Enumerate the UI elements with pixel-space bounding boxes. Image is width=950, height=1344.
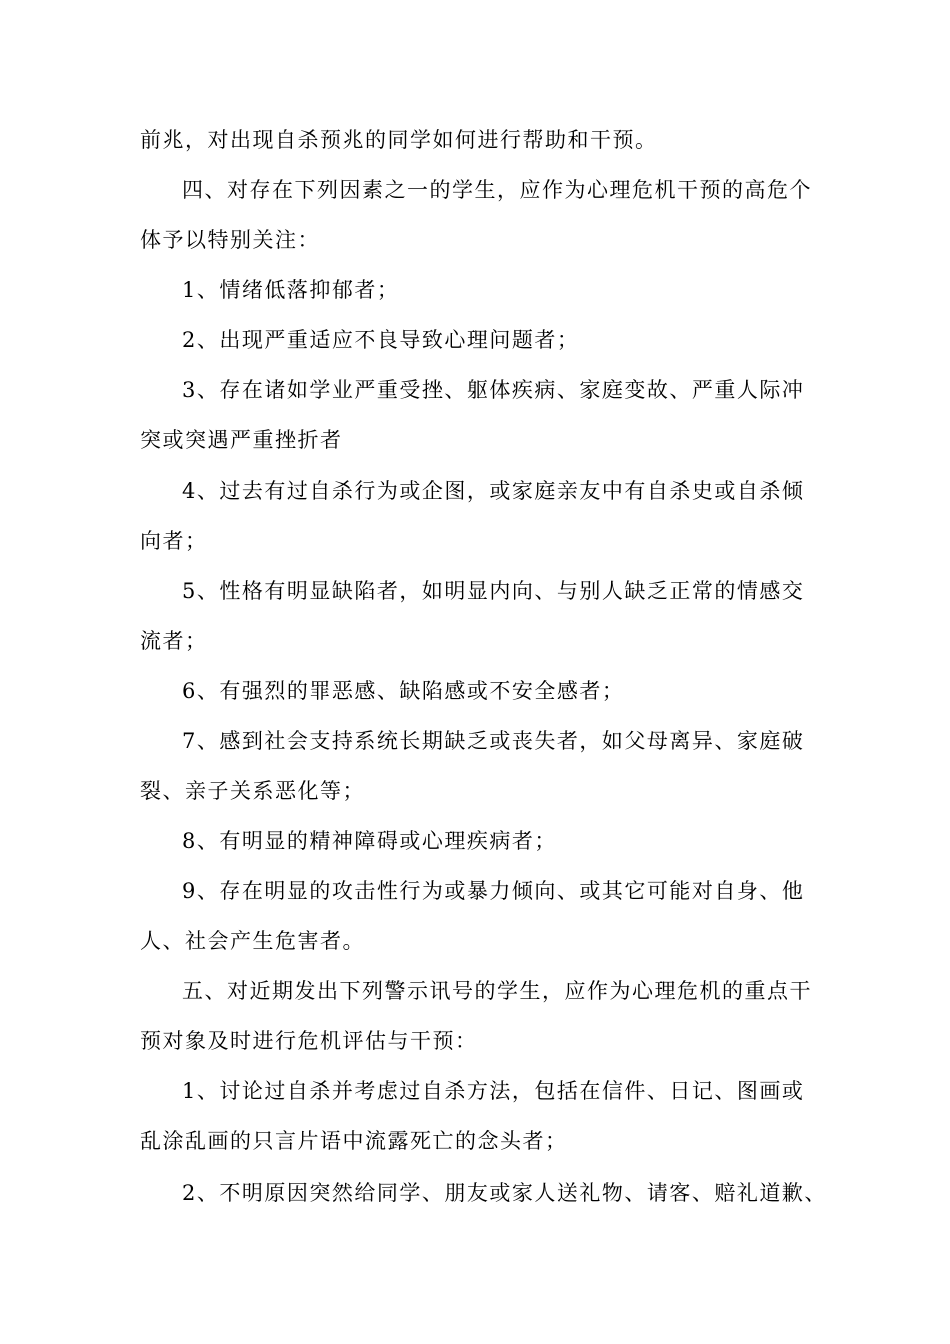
text-line: 裂、亲子关系恶化等； [140, 779, 365, 803]
section-heading-5: 五、对近期发出下列警示讯号的学生，应作为心理危机的重点干 [182, 979, 812, 1003]
list-item: 1、讨论过自杀并考虑过自杀方法，包括在信件、日记、图画或 [182, 1079, 805, 1103]
section-heading-4: 四、对存在下列因素之一的学生，应作为心理危机干预的高危个 [182, 178, 812, 202]
list-item: 7、感到社会支持系统长期缺乏或丧失者，如父母离异、家庭破 [182, 729, 805, 753]
text-line: 体予以特别关注： [140, 228, 320, 252]
text-line: 预对象及时进行危机评估与干预： [140, 1029, 478, 1053]
text-line: 流者； [140, 629, 208, 653]
list-item: 8、有明显的精神障碍或心理疾病者； [182, 829, 557, 853]
text-line: 向者； [140, 529, 208, 553]
list-item: 2、不明原因突然给同学、朋友或家人送礼物、请客、赔礼道歉、 [182, 1181, 827, 1205]
list-item: 6、有强烈的罪恶感、缺陷感或不安全感者； [182, 679, 625, 703]
list-item: 4、过去有过自杀行为或企图，或家庭亲友中有自杀史或自杀倾 [182, 479, 805, 503]
text-line: 人、社会产生危害者。 [140, 929, 365, 953]
text-line: 突或突遇严重挫折者 [140, 428, 343, 452]
text-line: 前兆，对出现自杀预兆的同学如何进行帮助和干预。 [140, 128, 658, 152]
list-item: 5、性格有明显缺陷者，如明显内向、与别人缺乏正常的情感交 [182, 579, 805, 603]
list-item: 3、存在诸如学业严重受挫、躯体疾病、家庭变故、严重人际冲 [182, 378, 805, 402]
list-item: 2、出现严重适应不良导致心理问题者； [182, 328, 580, 352]
list-item: 9、存在明显的攻击性行为或暴力倾向、或其它可能对自身、他 [182, 879, 805, 903]
list-item: 1、情绪低落抑郁者； [182, 278, 400, 302]
text-line: 乱涂乱画的只言片语中流露死亡的念头者； [140, 1129, 568, 1153]
